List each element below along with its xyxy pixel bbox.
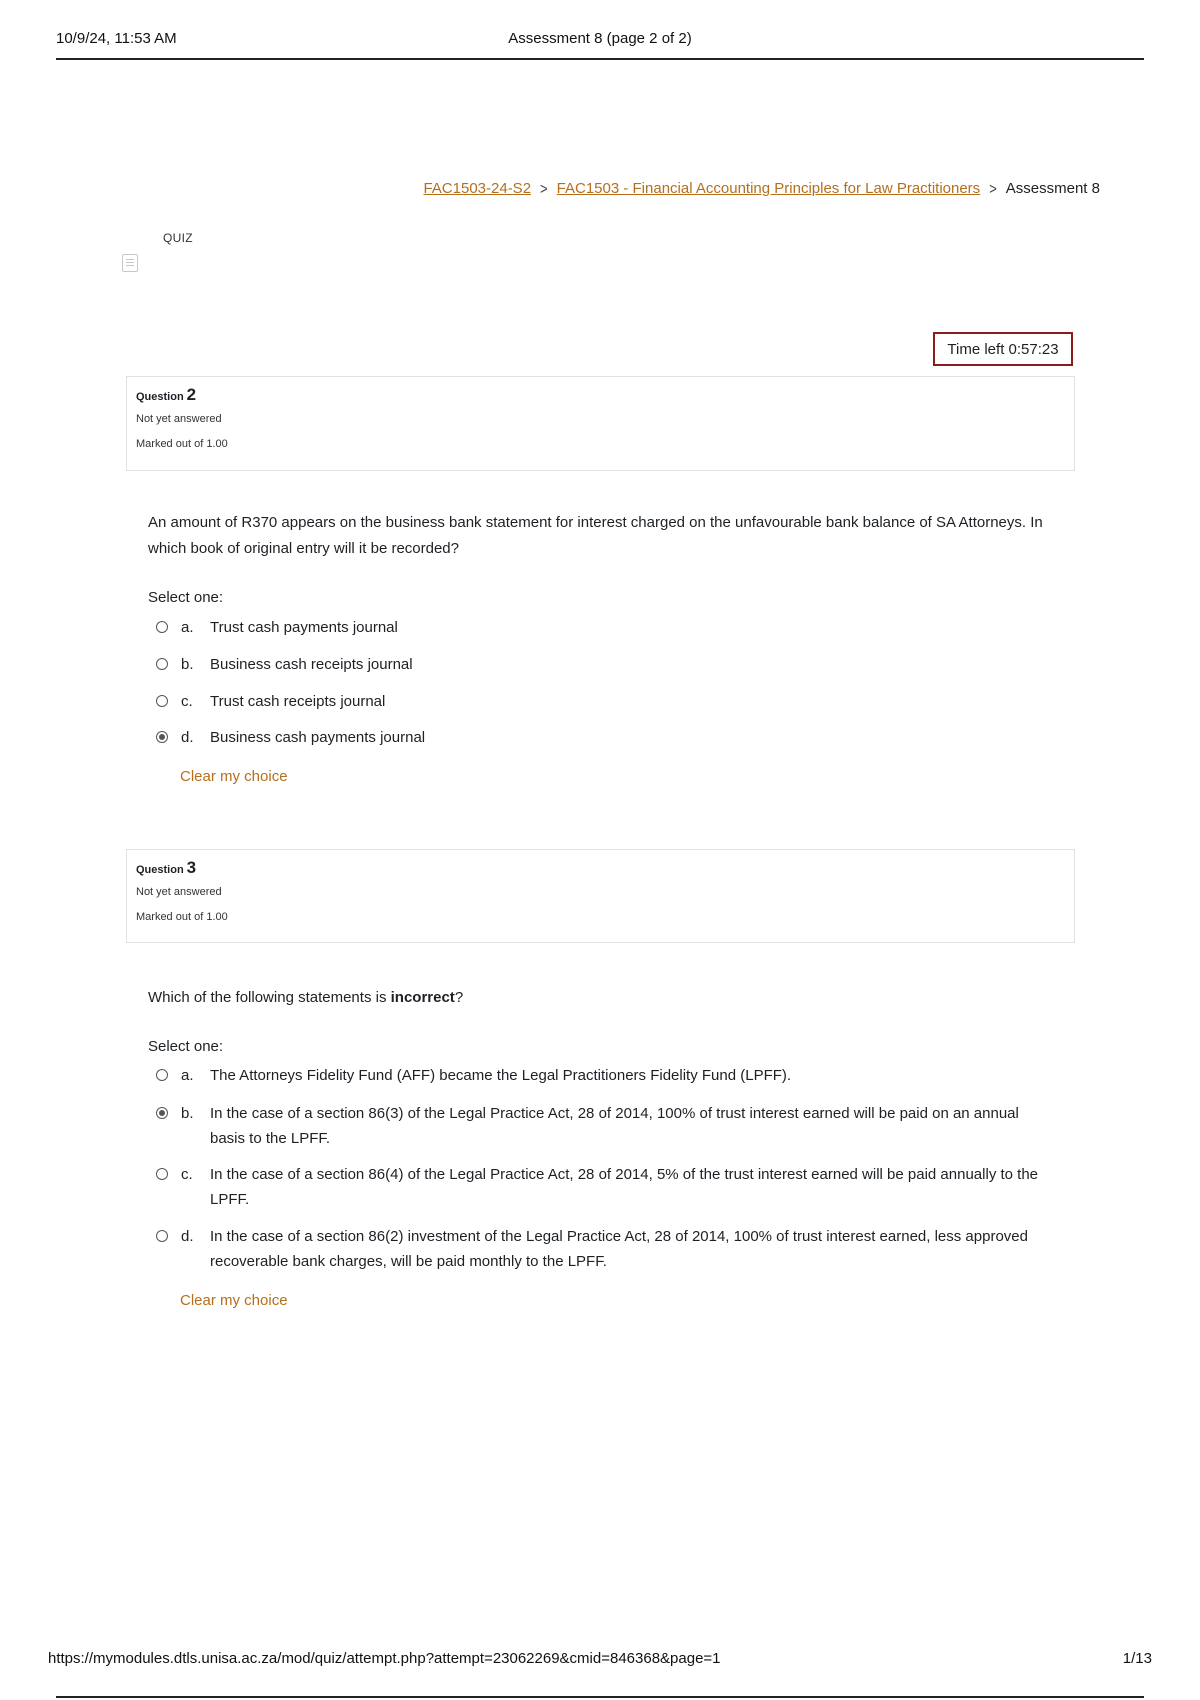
print-datetime: 10/9/24, 11:53 AM: [56, 30, 177, 47]
question-text-emphasis: incorrect: [390, 989, 455, 1006]
radio-button[interactable]: [156, 1069, 168, 1081]
quiz-icon: [122, 254, 138, 272]
option-text[interactable]: In the case of a section 86(2) investment of the Legal Practice Act, 28 of 2014, 100% of trust interest earned, less approved recoverable bank charges, will be paid monthly to the LPFF.: [210, 1228, 1028, 1270]
breadcrumb-separator: >: [989, 179, 997, 198]
option-letter: b.: [181, 1105, 194, 1122]
breadcrumb-separator: >: [540, 179, 548, 198]
radio-button-selected[interactable]: [156, 731, 168, 743]
breadcrumb-current: Assessment 8: [1005, 180, 1100, 197]
option-letter: a.: [181, 1067, 194, 1084]
question-grade: Marked out of 1.00: [136, 911, 228, 923]
question-text: An amount of R370 appears on the business bank statement for interest charged on the unfavourable bank balance of SA Attorneys. In which book of original entry will it be recorded?: [148, 514, 1043, 557]
option-letter: d.: [181, 1228, 194, 1245]
option-letter: a.: [181, 619, 194, 636]
breadcrumb-course-name-link[interactable]: FAC1503 - Financial Accounting Principles for Law Practitioners: [556, 180, 981, 197]
option-letter: b.: [181, 656, 194, 673]
question-info-box: [126, 849, 1075, 943]
activity-type-label: QUIZ: [163, 231, 193, 245]
quiz-timer: Time left 0:57:23: [933, 332, 1073, 366]
print-page-number: 1/13: [1122, 1650, 1152, 1667]
clear-my-choice-link[interactable]: Clear my choice: [180, 768, 288, 785]
question-state: Not yet answered: [136, 886, 222, 898]
radio-button[interactable]: [156, 695, 168, 707]
option-text[interactable]: Trust cash receipts journal: [210, 693, 386, 710]
question-text: [148, 985, 1048, 1011]
option-letter: d.: [181, 729, 194, 746]
question-label: Question: [136, 391, 184, 403]
question-number-value: 3: [186, 858, 197, 877]
footer-divider: [56, 1696, 1144, 1698]
option-text[interactable]: In the case of a section 86(4) of the Legal Practice Act, 28 of 2014, 5% of the trust interest earned will be paid annually to the LPFF.: [210, 1166, 1039, 1208]
option-text[interactable]: The Attorneys Fidelity Fund (AFF) became the Legal Practitioners Fidelity Fund (LPFF).: [210, 1067, 792, 1084]
radio-button[interactable]: [156, 1230, 168, 1242]
question-label: Question: [136, 864, 184, 876]
breadcrumb: [423, 180, 1100, 197]
question-text-main: Which of the following statements is: [148, 989, 391, 1006]
breadcrumb-course-code-link[interactable]: FAC1503-24-S2: [423, 180, 532, 197]
question-number-value: 2: [186, 385, 197, 404]
question-text-end: ?: [454, 989, 464, 1006]
question-grade: Marked out of 1.00: [136, 438, 228, 450]
radio-button[interactable]: [156, 658, 168, 670]
radio-button[interactable]: [156, 1168, 168, 1180]
clear-my-choice-link[interactable]: Clear my choice: [180, 1292, 288, 1309]
select-one-prompt: Select one:: [148, 1038, 224, 1055]
print-header: [56, 26, 1144, 60]
print-page-title: Assessment 8 (page 2 of 2): [508, 30, 692, 47]
question-state: Not yet answered: [136, 413, 222, 425]
question-number: [136, 858, 1065, 878]
option-text[interactable]: In the case of a section 86(3) of the Legal Practice Act, 28 of 2014, 100% of trust interest earned will be paid on an annual basis to the LPFF.: [210, 1105, 1019, 1147]
option-letter: c.: [181, 1166, 193, 1183]
option-letter: c.: [181, 693, 193, 710]
option-text[interactable]: Trust cash payments journal: [210, 619, 398, 636]
print-url: https://mymodules.dtls.unisa.ac.za/mod/quiz/attempt.php?attempt=23062269&cmid=846368&page=1: [48, 1650, 721, 1667]
question-info-box: [126, 376, 1075, 471]
radio-button-selected[interactable]: [156, 1107, 168, 1119]
option-text[interactable]: Business cash payments journal: [210, 729, 426, 746]
select-one-prompt: Select one:: [148, 589, 224, 606]
question-number: [136, 385, 1065, 405]
option-text[interactable]: Business cash receipts journal: [210, 656, 413, 673]
radio-button[interactable]: [156, 621, 168, 633]
